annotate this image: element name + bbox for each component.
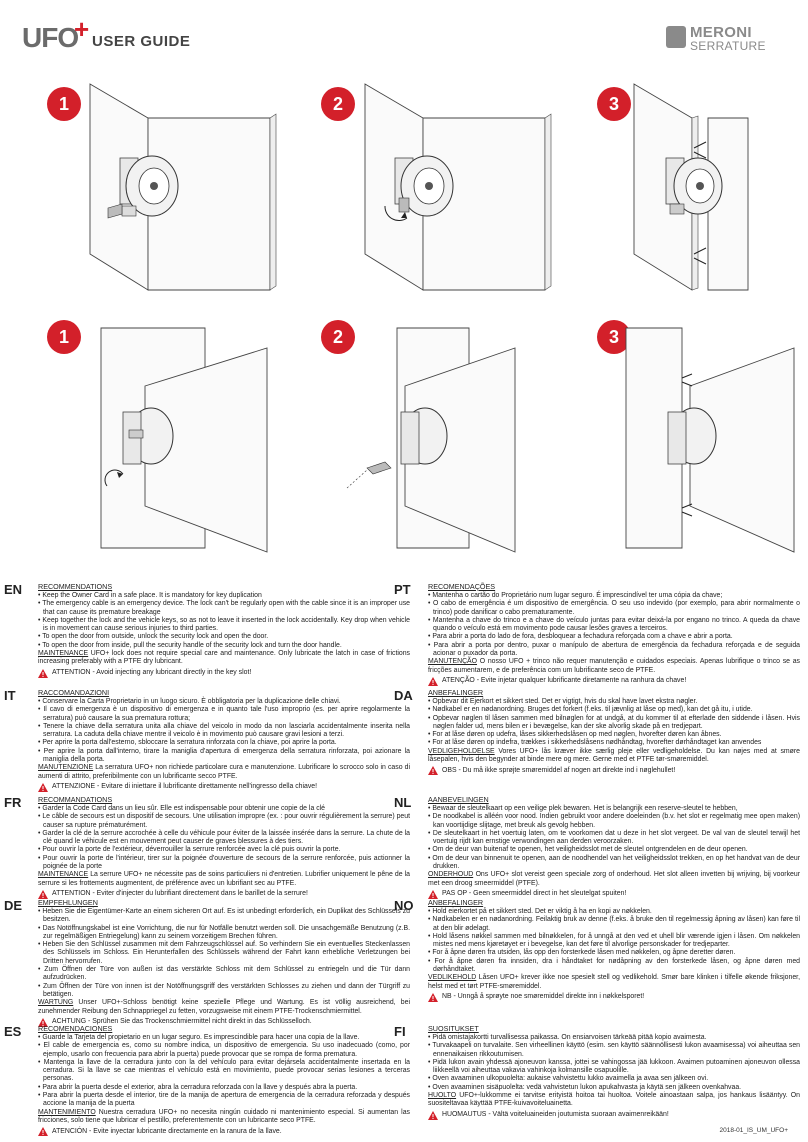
list-item: • Opbevar nøglen til låsen sammen med bilnøglen for at undgå, at du kommer til at efterlade den siddende i låsen. Hvis nøglen falder ud, mens bilen er i bevægelse, kan der ske alvorlig skade på en tredjepart. xyxy=(428,715,800,732)
recommendation-list xyxy=(38,908,410,999)
maintenance-text xyxy=(38,1109,410,1126)
maintenance-body: UFO+-lukkomme ei tarvitse erityistä hoitoa tai huoltoa. Voitele ainoastaan salpa, jos hankaus lisääntyy. On suositeltavaa käyttää PTFE-kuivavoiteluainetta. xyxy=(428,1092,800,1108)
warning-text: PAS OP - Geen smeermiddel direct in het sleutelgat spuiten! xyxy=(442,890,627,898)
recommendation-list xyxy=(38,805,410,871)
section-es xyxy=(4,1024,411,1136)
list-item: • To open the door from outside, unlock the security lock and open the door. xyxy=(38,633,410,641)
maintenance-body: Låsen UFO+ krever ikke noe spesielt stell og vedlikehold. Smør bare klinken i tilfelle økende friksjoner, helst med et tørt PTFE-smøremiddel. xyxy=(428,974,800,990)
maintenance-label: MAINTENANCE xyxy=(38,871,89,879)
section-de xyxy=(4,898,411,1027)
warning-icon xyxy=(428,766,438,775)
recommendation-list xyxy=(428,698,800,748)
warning xyxy=(428,766,800,775)
list-item: • Mantenga la llave de la cerradura junto con la del vehículo para evitar dejársela accidentalmente insertada en la cerradura. Si la llave se cae mientras el vehículo está en movimiento, puede provocar serias lesiones a terceras personas. xyxy=(38,1059,410,1084)
maintenance-text xyxy=(428,871,800,888)
maintenance-label: HUOLTO xyxy=(428,1092,457,1100)
lang-code: FI xyxy=(394,1024,406,1039)
maintenance-label: MANTENIMIENTO xyxy=(38,1108,96,1116)
step-badge-inside-2: 2 xyxy=(321,320,355,354)
section-it xyxy=(4,688,410,792)
recommendation-list xyxy=(428,1034,800,1092)
warning xyxy=(38,1127,410,1136)
maintenance-label: WARTUNG xyxy=(38,999,74,1007)
maintenance-label: VEDLIKEHOLD xyxy=(428,974,477,982)
section-nl xyxy=(394,795,801,899)
list-item: • Hold eierkortet på et sikkert sted. Det er viktig å ha en kopi av nøkkelen. xyxy=(428,908,800,916)
maintenance-body: Nuestra cerradura UFO+ no necesita ningún cuidado ni mantenimiento especial. Si aumentan las fricciones, solo tiene que lubricar el pestillo, preferentemente con un lubricante seco PTFE. xyxy=(38,1108,410,1124)
list-item: • Garder la Code Card dans un lieu sûr. Elle est indispensable pour obtenir une copie de la clé xyxy=(38,805,410,813)
warning xyxy=(428,677,800,686)
lang-code: IT xyxy=(4,688,16,703)
warning-text: OBS - Du må ikke sprøjte smøremiddel af nogen art direkte ind i nøglehullet! xyxy=(442,766,676,774)
list-item: • Pidä lukon avain yhdessä ajoneuvon kanssa, jottei se vahingossa jää lukkoon. Avaimen putoaminen ajoneuvon ollessa liikkeellä voi aiheuttaa vakavia vahinkoja kolmansille osapuolille. xyxy=(428,1059,800,1076)
list-item: • Guarde la Tarjeta del propietario en un lugar seguro. Es imprescindible para hacer una copia de la llave. xyxy=(38,1034,410,1042)
maintenance-body: UFO+ lock does not require special care and maintenance. Only lubricate the latch in case of frictions increasing preferably with a PTFE dry lubricant. xyxy=(38,650,410,666)
maintenance-body: Ons UFO+ slot vereist geen speciale zorg of onderhoud. Het slot alleen invetten bij wrijving, bij voorkeur met een droog smeermiddel (PTFE). xyxy=(428,871,800,887)
list-item: • Om de deur van binnenuit te openen, aan de noodhendel van het veiligheidsslot trekken, en op het handvat van de deur drukken. xyxy=(428,855,800,872)
maintenance-text xyxy=(38,999,410,1016)
maintenance-label: ONDERHOUD xyxy=(428,871,474,879)
warning-icon xyxy=(38,1127,48,1136)
meroni-logo xyxy=(666,24,786,52)
list-item: • Keep the Owner Card in a safe place. It is mandatory for key duplication xyxy=(38,592,410,600)
section-heading: SUOSITUKSET xyxy=(428,1024,479,1033)
list-item: • Keep together the lock and the vehicle keys, so as not to leave it inserted in the lock accidentally. Key drop when vehicle is in movement can cause serious injuries to third parties. xyxy=(38,617,410,634)
warning-text: ATTENZIONE - Evitare di iniettare il lubrificante direttamente nell'ingresso della chiave! xyxy=(52,783,318,791)
warning-text: HUOMAUTUS - Vältä voiteluaineiden joutumista suoraan avaimenreikään! xyxy=(442,1111,669,1119)
list-item: • Garder la clé de la serrure accrochée à celle du véhicule pour éviter de la laissée insérée dans la serrure. La chute de la clé quand le véhicule est en mouvement peut causer de graves blessures à des tiers. xyxy=(38,830,410,847)
warning-icon xyxy=(428,993,438,1002)
section-no xyxy=(394,898,801,1002)
lang-code: ES xyxy=(4,1024,22,1039)
maintenance-body: La serrure UFO+ ne nécessite pas de soins particuliers ni d'entretien. Lubrifier uniquement le pêne de la serrure si les frottements augmentent, de préférence avec un lubrifiant sec au PTFE. xyxy=(38,871,410,887)
maintenance-body: O nosso UFO + trinco não requer manutenção e cuidados especiais. Apenas lubrifique o trinco se as fricções aumentarem, e de preferência com um lubrificante seco de PTFE. xyxy=(428,658,800,674)
section-heading: ANBEFALINGER xyxy=(428,898,484,907)
ufo-logo xyxy=(22,14,90,53)
list-item: • Para abrir la puerta desde el exterior, abra la cerradura reforzada con la llave y después abra la puerta. xyxy=(38,1084,410,1092)
recommendation-list xyxy=(38,592,410,650)
ufo-logo-text: UFO xyxy=(22,22,79,53)
maintenance-body: Vores UFO+ lås kræver ikke særlig pleje eller vedligeholdelse. Du kan nøjes med at smøre låsepalen, hvis den begynder at binde mere og mere. Gerne med et PTFE tør-smøremiddel. xyxy=(428,747,800,764)
maintenance-text xyxy=(38,871,410,888)
list-item: • Para abrir a porta por dentro, puxar o manípulo de abertura de emergência da fechadura reforçada e de seguida acionar o puxador da porta. xyxy=(428,642,800,659)
diagram-outside-3 xyxy=(628,78,808,296)
ufo-logo-plus: + xyxy=(74,14,90,44)
warning-text: NB - Unngå å sprøyte noe smøremiddel direkte inn i nøkkelsporet! xyxy=(442,993,645,1001)
lang-code: DE xyxy=(4,898,23,913)
maintenance-label: MAINTENANCE xyxy=(38,650,89,658)
maintenance-text xyxy=(428,974,800,991)
warning xyxy=(38,669,410,678)
list-item: • Per aprire la porta dall'esterno, sbloccare la serratura rinforzata con la chiave, poi aprire la porta. xyxy=(38,739,410,747)
section-pt xyxy=(394,582,800,686)
list-item: • O cabo de emergência é um dispositivo de emergência. O seu uso indevido (por exemplo, para abrir normalmente o trinco) pode danificar o cabo prematuramente. xyxy=(428,600,800,617)
maintenance-text xyxy=(428,658,800,675)
warning xyxy=(38,783,410,792)
section-heading: RECOMMANDATIONS xyxy=(38,795,113,804)
section-heading: RECOMMENDATIONS xyxy=(38,582,113,591)
list-item: • Mantenha o cartão do Proprietário num lugar seguro. É imprescindível ter uma cópia da chave; xyxy=(428,592,800,600)
step-badge-outside-3: 3 xyxy=(597,87,631,121)
page-title: USER GUIDE xyxy=(92,33,191,50)
list-item: • For at låse døren op udefra, låses sikkerhedslåsen op med nøglen, hvorefter døren kan åbnes. xyxy=(428,731,800,739)
warning-text: ACHTUNG - Sprühen Sie das Trockenschmiermittel nicht direkt in das Schlüsselloch. xyxy=(52,1018,312,1026)
diagram-inside-3 xyxy=(620,318,800,556)
diagram-inside-1 xyxy=(95,318,275,556)
warning xyxy=(428,1111,800,1120)
list-item: • Nødkabel er en nødanordning. Bruges det forkert (f.eks. til jævnlig at låse op med), kan det gå itu, i utide. xyxy=(428,706,800,714)
step-badge-inside-1: 1 xyxy=(47,320,81,354)
list-item: • Para abrir la puerta desde el interior, tire de la manija de apertura de emergencia de la cerradura reforzada y después accione la manija de la puerta xyxy=(38,1092,410,1109)
section-fr xyxy=(4,795,411,899)
step-badge-inside-3: 3 xyxy=(597,320,631,354)
brand-sub: SERRATURE xyxy=(690,39,766,53)
warning xyxy=(428,993,800,1002)
list-item: • Mantenha a chave do trinco e a chave do veículo juntas para evitar deixá-la por engano no trinco. A queda da chave quando o veículo está em movimento pode causar lesões graves a terceiros. xyxy=(428,617,800,634)
maintenance-text xyxy=(38,650,410,667)
lang-code: EN xyxy=(4,582,23,597)
list-item: • Le câble de secours est un dispositif de secours. Une utilisation impropre (ex. : pour ouvrir régulièrement la serrure) peut causer sa rupture prématurément. xyxy=(38,813,410,830)
recommendation-list xyxy=(428,805,800,871)
step-badge-outside-1: 1 xyxy=(47,87,81,121)
lang-code: NO xyxy=(394,898,414,913)
section-da xyxy=(394,688,800,775)
brand-name: MERONI xyxy=(690,24,752,41)
step-badge-outside-2: 2 xyxy=(321,87,355,121)
warning-text: ATENÇÃO - Evite injetar qualquer lubrificante diretamente na ranhura da chave! xyxy=(442,677,687,685)
list-item: • Heben Sie den Schlüssel zusammen mit dem Fahrzeugschlüssel auf. So verhindern Sie ein eventuelles Steckenlassen des Schlüssels im Schloss. Ein Herunterfallen des Schlüssels während der Fahrt kann erhebliche Verletzungen bei Dritten hervorrufen. xyxy=(38,941,410,966)
list-item: • Turvakaapeli on turvalaite. Sen virheellinen käyttö (esim. sen käyttö säännöllisesti lukon avaamisessa) voi aiheuttaa sen ennenaikaisen rikkoutumisen. xyxy=(428,1042,800,1059)
lang-code: DA xyxy=(394,688,413,703)
warning-icon xyxy=(428,677,438,686)
section-heading: RECOMENDAÇÕES xyxy=(428,582,496,591)
list-item: • For at låse døren op indefra, trækkes i sikkerhedslåsens nødhåndtag, hvorefter dørhåndtaget kan anvendes xyxy=(428,739,800,747)
list-item: • Nødkabelen er en nødanordning. Feilaktig bruk av denne (f.eks. å bruke den til regelmessig åpning av låsen) kan føre til at den blir ødelagt. xyxy=(428,916,800,933)
maintenance-text xyxy=(428,1092,800,1109)
maintenance-text xyxy=(428,748,800,765)
list-item: • Oven avaaminen ulkopuolelta: aukaise vahvistettu lukko avaimella ja avaa sen jälkeen ovi. xyxy=(428,1075,800,1083)
list-item: • For å åpne døren fra utsiden, lås opp den forsterkede låsen med nøkkelen, og åpne deretter døren. xyxy=(428,949,800,957)
diagram-outside-1 xyxy=(80,78,280,296)
maintenance-label: VEDLIGEHOLDELSE xyxy=(428,747,495,755)
document-code: 2018-01_IS_UM_UFO+ xyxy=(719,1127,788,1134)
section-heading: ANBEFALINGER xyxy=(428,688,484,697)
list-item: • Conservare la Carta Proprietario in un luogo sicuro. È obbligatoria per la duplicazione delle chiavi. xyxy=(38,698,410,706)
list-item: • Zum Öffnen der Türe von innen ist der Notöffnungsgriff des verstärkten Schlosses zu ziehen und dann der Türgriff zu betätigen. xyxy=(38,983,410,1000)
list-item: • Hold låsens nøkkel sammen med bilnøkkelen, for å unngå at den ved et uhell blir værende igjen i låsen. Om nøkkelen mistes ned mens kjøretøyet er i bevegelse, kan det føre til alvorlige personskader for tredjeparter. xyxy=(428,933,800,950)
list-item: • De sleutelkaart in het voertuig laten, om te voorkomen dat u deze in het slot vergeet. De val van de sleutel terwijl het voertuig rijdt kan ernstige verwondingen aan derden veroorzaken. xyxy=(428,830,800,847)
section-heading: AANBEVELINGEN xyxy=(428,795,489,804)
maintenance-text xyxy=(38,764,410,781)
section-heading: EMPFEHLUNGEN xyxy=(38,898,98,907)
diagram-outside-2 xyxy=(355,78,555,296)
section-heading: RECOMENDACIONES xyxy=(38,1024,113,1033)
list-item: • Opbevar dit Ejerkort et sikkert sted. Det er vigtigt, hvis du skal have lavet ekstra nøgler. xyxy=(428,698,800,706)
list-item: • For å åpne døren fra innsiden, dra i håndtaket for nødåpning av den forsterkede låsen, og åpne døren med dørhåndtaket. xyxy=(428,958,800,975)
warning-icon xyxy=(38,669,48,678)
recommendation-list xyxy=(428,592,800,658)
list-item: • Para abrir a porta do lado de fora, desbloquear a fechadura reforçada com a chave e abrir a porta. xyxy=(428,633,800,641)
list-item: • Das Notöffnungskabel ist eine Vorrichtung, die nur für Notfälle benutzt werden soll. Die unsachgemäße Benutzung (z.B. zur regelmäßigen Entriegelung) kann zu seinem vorzeitigem Brechen führen. xyxy=(38,925,410,942)
recommendation-list xyxy=(38,1034,410,1109)
maintenance-body: La serratura UFO+ non richiede particolare cura e manutenzione. Lubrificare lo scrocco solo in caso di aumenti di attrito, preferibilmente con un lubrificante secco PTFE. xyxy=(38,764,410,780)
list-item: • Zum Öffnen der Türe von außen ist das verstärkte Schloss mit dem Schlüssel zu entriegeln und die Tür dann aufzudrücken. xyxy=(38,966,410,983)
list-item: • Pour ouvrir la porte de l'extérieur, déverrouiller la serrure renforcée avec la clé puis ouvrir la porte. xyxy=(38,846,410,854)
warning-text: ATTENTION - Avoid injecting any lubricant directly in the key slot! xyxy=(52,669,252,677)
warning-icon xyxy=(428,1111,438,1120)
list-item: • Pour ouvrir la porte de l'intérieur, tirer sur la poignée d'ouverture de secours de la serrure renforcée, puis actionner la poignée de la porte xyxy=(38,855,410,872)
section-heading: RACCOMANDAZIONI xyxy=(38,688,110,697)
list-item: • El cable de emergencia es, como su nombre indica, un dispositivo de emergencia. Su uso inadecuado (como, por ejemplo, usarlo con frecuencia para abrir la puerta) puede provocar que se rompa de forma prematura. xyxy=(38,1042,410,1059)
lang-code: FR xyxy=(4,795,22,810)
maintenance-body: Unser UFO+-Schloss benötigt keine spezielle Pflege und Wartung. Es ist völlig ausreichend, bei zunehmender Reibung den Schnappriegel zu fetten, vorzugsweise mit einem PTFE-Trockenschmiermittel. xyxy=(38,999,410,1015)
meroni-mark-icon xyxy=(666,26,686,48)
list-item: • Il cavo di emergenza è un dispositivo di emergenza e in quanto tale l'uso improprio (es. per aprire regolarmente la serratura) può causare la sua prematura rottura; xyxy=(38,706,410,723)
recommendation-list xyxy=(428,908,800,974)
lang-code: NL xyxy=(394,795,412,810)
list-item: • Oven avaaminen sisäpuolelta: vedä vahvistetun lukon apukahvasta ja käytä sen jälkeen ovenkahvaa. xyxy=(428,1084,800,1092)
list-item: • De noodkabel is alléén voor nood. Indien gebruikt voor andere doeleinden (b.v. het slot er regelmatig mee open maken) kan voortijdige slijtage, met breuk als gevolg hebben. xyxy=(428,813,800,830)
list-item: • To open the door from inside, pull the security handle of the security lock and turn the door handle. xyxy=(38,642,410,650)
list-item: • Per aprire la porta dall'interno, tirare la maniglia d'apertura di emergenza della serratura rinforzata, poi azionare la maniglia della porta. xyxy=(38,748,410,765)
maintenance-label: MANUTENZIONE xyxy=(38,764,94,772)
list-item: • Pidä omistajakortti turvallisessa paikassa. On ensiarvoisen tärkeää pitää kopio avaimesta. xyxy=(428,1034,800,1042)
list-item: • Tenere la chiave della serratura unita alla chiave del veicolo in modo da non lasciarla accidentalmente inserita nella serratura. La caduta della chiave mentre il veicolo è in movimento può causare gravi lesioni a terzi. xyxy=(38,723,410,740)
warning-text: ATTENTION - Eviter d'injecter du lubrifiant directement dans le barillet de la serrure! xyxy=(52,890,308,898)
list-item: • The emergency cable is an emergency device. The lock can't be regularly open with the cable since it is an improper use that can cause its premature breakage xyxy=(38,600,410,617)
recommendation-list xyxy=(38,698,410,764)
list-item: • Heben Sie die Eigentümer-Karte an einem sicheren Ort auf. Es ist unbedingt erforderlich, ein Duplikat des Schlüssels zu besitzen. xyxy=(38,908,410,925)
section-fi xyxy=(394,1024,801,1120)
lang-code: PT xyxy=(394,582,411,597)
warning-icon xyxy=(38,783,48,792)
maintenance-label: MANUTENÇÃO xyxy=(428,658,478,666)
diagram-inside-2 xyxy=(345,318,525,556)
warning-text: ATENCIÓN - Evite inyectar lubricante directamente en la ranura de la llave. xyxy=(52,1127,282,1135)
section-en xyxy=(4,582,411,678)
list-item: • Bewaar de sleutelkaart op een veilige plek bewaren. Het is belangrijk een reserve-sleutel te hebben, xyxy=(428,805,800,813)
list-item: • Om de deur van buitenaf te openen, het veiligheidsslot met de sleutel ontgrendelen en de deur openen. xyxy=(428,846,800,854)
